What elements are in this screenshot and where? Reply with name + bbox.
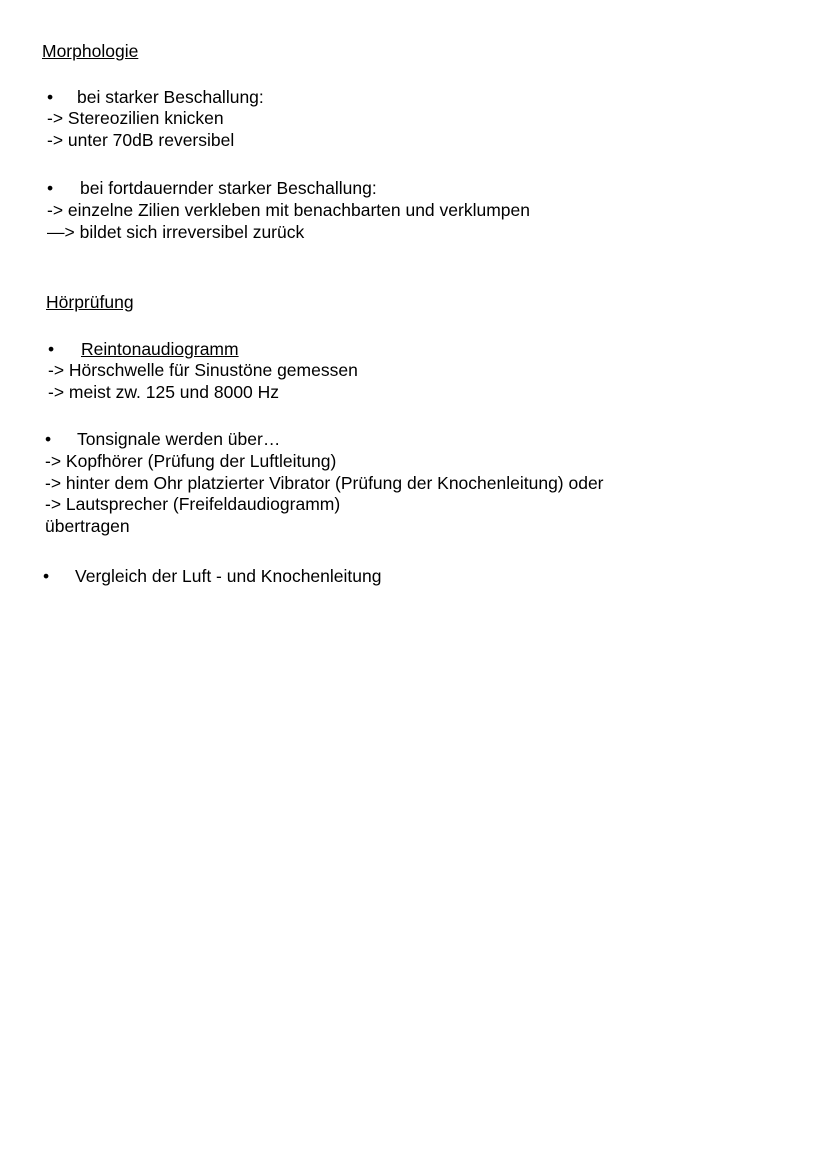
bullet-icon: • xyxy=(48,339,55,359)
text-line: -> einzelne Zilien verkleben mit benachbarten und verklumpen xyxy=(47,200,530,220)
bullet-icon: • xyxy=(43,566,50,586)
bullet-item-starke-beschallung xyxy=(47,86,264,108)
text-line: -> Stereozilien knicken xyxy=(47,108,224,128)
bullet-title: bei fortdauernder starker Beschallung: xyxy=(80,178,377,198)
bullet-title: Tonsignale werden über… xyxy=(77,429,281,449)
section-heading-hoerpruefung: Hörprüfung xyxy=(46,292,134,312)
bullet-icon: • xyxy=(47,178,54,198)
bullet-title: bei starker Beschallung: xyxy=(77,87,264,107)
bullet-item-fortdauernde-beschallung xyxy=(47,177,377,199)
text-line: -> Hörschwelle für Sinustöne gemessen xyxy=(48,360,358,380)
section-heading-morphologie: Morphologie xyxy=(42,41,139,61)
text-line: -> Lautsprecher (Freifeldaudiogramm) xyxy=(45,494,341,514)
bullet-title: Vergleich der Luft - und Knochenleitung xyxy=(75,566,382,586)
bullet-icon: • xyxy=(47,87,54,107)
text-line: —> bildet sich irreversibel zurück xyxy=(47,222,305,242)
text-line: -> Kopfhörer (Prüfung der Luftleitung) xyxy=(45,451,337,471)
bullet-item-vergleich xyxy=(43,565,381,587)
text-line: -> unter 70dB reversibel xyxy=(47,130,235,150)
bullet-icon: • xyxy=(45,429,52,449)
bullet-item-reintonaudiogramm xyxy=(48,338,239,360)
bullet-title: Reintonaudiogramm xyxy=(81,339,239,359)
text-line: übertragen xyxy=(45,516,130,536)
bullet-item-tonsignale xyxy=(45,428,280,450)
text-line: -> meist zw. 125 und 8000 Hz xyxy=(48,382,280,402)
text-line: -> hinter dem Ohr platzierter Vibrator (Prüfung der Knochenleitung) oder xyxy=(45,473,604,493)
